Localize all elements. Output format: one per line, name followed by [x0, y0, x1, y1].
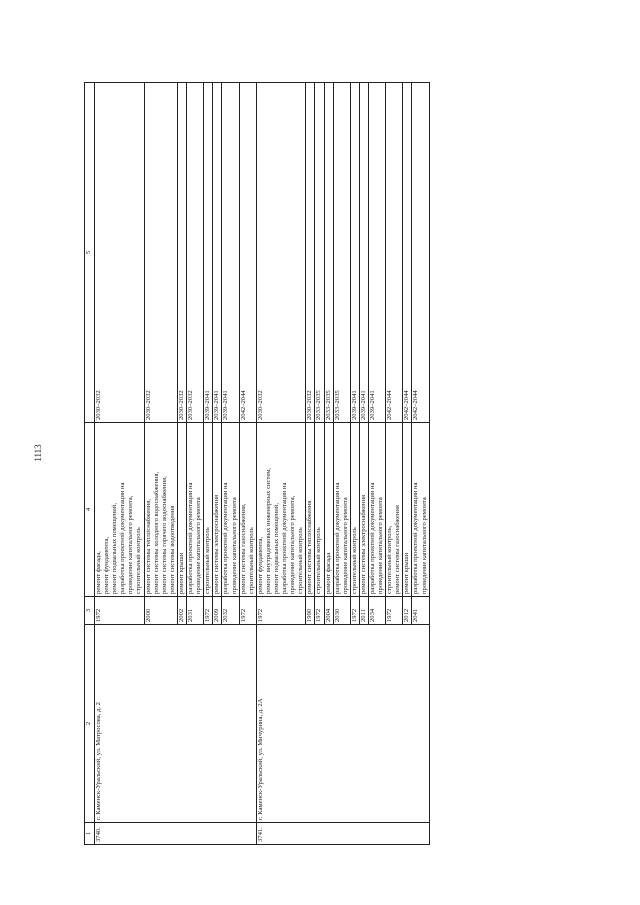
period-cell: 2042–2044 [412, 83, 429, 423]
work-line: ремонт системы холодного водоснабжения, [152, 471, 160, 594]
work-line: строительный контроль [204, 527, 212, 594]
work-line: разработка проектной документации на [222, 482, 230, 594]
work-line: ремонт системы теплоснабжения [306, 500, 314, 594]
work-line: ремонт крыши [177, 552, 185, 594]
period-cell: 2039–2041 [369, 83, 386, 423]
period-cell: 2039–2041 [204, 83, 213, 423]
period-cell: 2033–2035 [315, 83, 324, 423]
period-cell: 2042–2044 [239, 83, 256, 423]
header-col-4: 4 [85, 423, 95, 597]
work-type-cell [315, 423, 324, 597]
work-line: ремонт подвальных помещений, [111, 503, 119, 594]
work-line: ремонт фасада, [95, 551, 102, 594]
work-type-cell [144, 423, 177, 597]
year-cell: 2041 [412, 597, 429, 625]
work-type-cell [187, 423, 204, 597]
year-cell: 2004 [324, 597, 333, 625]
year-cell: 1972 [239, 597, 256, 625]
work-line: проведение капитального ремонта, [127, 495, 135, 594]
year-cell: 1972 [256, 597, 306, 625]
year-cell: 1972 [315, 597, 324, 625]
building-address: г. Каменск-Уральский, ул. Матросова, д. 2 [95, 625, 257, 823]
period-cell: 2039–2041 [359, 83, 368, 423]
work-line: строительный контроль [297, 527, 305, 594]
period-cell: 2042–2044 [386, 83, 403, 423]
work-line: ремонт крыши [403, 552, 411, 594]
year-cell: 2031 [187, 597, 204, 625]
header-col-1: 1 [85, 823, 95, 845]
row-number: 3741. [256, 823, 429, 845]
period-cell: 2030–2032 [95, 83, 145, 423]
period-cell: 2030–2032 [187, 83, 204, 423]
work-line: проведение капитального ремонта [420, 497, 428, 594]
year-cell: 1990 [306, 597, 315, 625]
period-cell: 2030–2032 [306, 83, 315, 423]
row-number: 3740. [95, 823, 257, 845]
work-type-cell [177, 423, 186, 597]
period-cell: 2039–2041 [213, 83, 222, 423]
work-line: ремонт фундамента, [103, 536, 111, 594]
work-line: проведение капитального ремонта [230, 497, 238, 594]
repair-schedule-table [84, 82, 430, 845]
work-type-cell [333, 423, 350, 597]
work-line: строительный контроль, [386, 525, 394, 594]
work-line: ремонт системы газоснабжения, [239, 503, 247, 594]
work-line: ремонт системы теплоснабжения, [144, 499, 152, 594]
year-cell: 2002 [177, 597, 186, 625]
work-line: ремонт системы газоснабжения [394, 505, 402, 594]
building-address: г. Каменск-Уральский, ул. Мичурина, д. 2А [256, 625, 429, 823]
work-type-cell [369, 423, 386, 597]
work-line: проведение капитального ремонта [377, 497, 385, 594]
period-cell: 2030–2032 [256, 83, 306, 423]
work-type-cell [359, 423, 368, 597]
work-line: проведение капитального ремонта, [289, 495, 297, 594]
work-line: проведение капитального ремонта [341, 497, 349, 594]
period-cell: 2030–2032 [144, 83, 177, 423]
work-line: разработка проектной документации на [333, 482, 341, 594]
work-line: ремонт системы электроснабжения [359, 494, 367, 594]
work-line: разработка проектной документации на [281, 482, 289, 594]
work-type-cell [256, 423, 306, 597]
table-row [95, 83, 145, 845]
rotated-table-frame [84, 83, 553, 845]
work-line: разработка проектной документации на [187, 482, 195, 594]
period-cell: 2042–2044 [403, 83, 412, 423]
work-line: ремонт системы горячего водоснабжения, [160, 476, 168, 594]
year-cell: 1972 [204, 597, 213, 625]
year-cell: 2000 [144, 597, 177, 625]
work-line: строительный контроль [135, 527, 143, 594]
work-line: разработка проектной документации на [412, 482, 420, 594]
work-line: ремонт подвальных помещений, [272, 503, 280, 594]
year-cell: 2032 [222, 597, 239, 625]
period-cell: 2039–2041 [222, 83, 239, 423]
work-type-cell [324, 423, 333, 597]
table-row [256, 83, 306, 845]
year-cell: 1972 [350, 597, 359, 625]
year-cell: 2009 [213, 597, 222, 625]
header-row [85, 83, 95, 845]
header-col-2: 2 [85, 625, 95, 823]
period-cell: 2033–2035 [324, 83, 333, 423]
work-line: ремонт внутридомовых инженерных систем, [264, 467, 272, 594]
work-type-cell [204, 423, 213, 597]
year-cell: 1972 [95, 597, 145, 625]
page-number: 1113 [33, 444, 43, 462]
work-line: строительный контроль [315, 527, 323, 594]
year-cell: 1972 [386, 597, 403, 625]
header-col-5: 5 [85, 83, 95, 423]
work-type-cell [412, 423, 429, 597]
work-line: ремонт системы электроснабжения [213, 494, 221, 594]
work-type-cell [239, 423, 256, 597]
work-type-cell [403, 423, 412, 597]
year-cell: 2012 [403, 597, 412, 625]
work-line: строительный контроль [247, 527, 255, 594]
header-col-3: 3 [85, 597, 95, 625]
work-line: ремонт фасада [324, 552, 332, 594]
work-line: строительный контроль [350, 527, 358, 594]
work-type-cell [95, 423, 145, 597]
work-line: разработка проектной документации на [369, 482, 376, 594]
period-cell: 2033–2035 [333, 83, 350, 423]
year-cell: 2034 [369, 597, 386, 625]
period-cell: 2039–2041 [350, 83, 359, 423]
work-type-cell [222, 423, 239, 597]
year-cell: 2030 [333, 597, 350, 625]
work-type-cell [350, 423, 359, 597]
work-line: проведение капитального ремонта [195, 497, 203, 594]
work-type-cell [213, 423, 222, 597]
work-line: разработка проектной документации на [119, 482, 127, 594]
work-line: ремонт фундамента, [256, 536, 264, 594]
work-type-cell [386, 423, 403, 597]
work-type-cell [306, 423, 315, 597]
table-body [95, 83, 430, 845]
year-cell: 2011 [359, 597, 368, 625]
period-cell: 2030–2032 [177, 83, 186, 423]
work-line: ремонт системы водоотведения [168, 505, 176, 594]
